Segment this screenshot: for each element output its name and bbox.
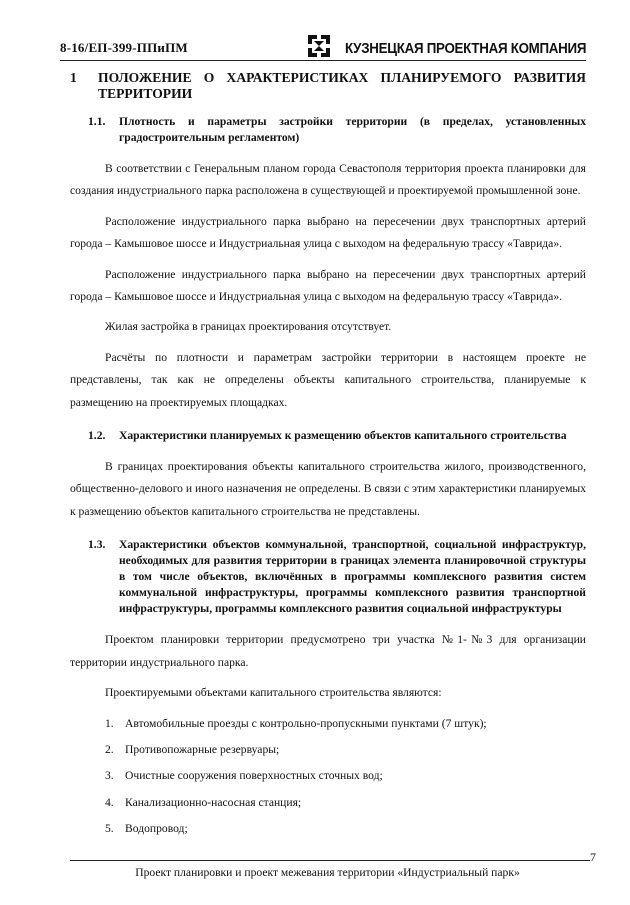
- list-item: 5. Водопровод;: [105, 822, 188, 836]
- object-list: [70, 713, 586, 841]
- subsection-heading-1-1: [70, 114, 586, 146]
- paragraph: Расположение индустриального парка выбрано на пересечении двух транспортных артерий города – Камышовое шоссе и Индустриальная улица с выходом на федеральную трассу «Таврида».: [70, 214, 586, 251]
- page-number: 7: [590, 850, 596, 864]
- paragraph: В соответствии с Генеральным планом города Севастополя территория проекта планировки для создания индустриального парка расположена в существующей и проектируемой промышленной зоне.: [70, 162, 586, 198]
- paragraph: Расположение индустриального парка выбрано на пересечении двух транспортных артерий города – Камышовое шоссе и Индустриальная улица с выходом на федеральную трассу «Таврида».: [70, 267, 586, 304]
- paragraph: Расчёты по плотности и параметрам застройки территории в настоящем проекте не представлены, так как не определены объекты капитального строительства, планируемые к размещению на проектируемых площадках.: [70, 350, 586, 409]
- list-item: 4. Канализационно-насосная станция;: [105, 795, 302, 809]
- list-item: 1. Автомобильные проезды с контрольно-пропускными пунктами (7 штук);: [105, 716, 487, 730]
- company-name: КУЗНЕЦКАЯ ПРОЕКТНАЯ КОМПАНИЯ: [344, 41, 586, 57]
- section-number: 1: [70, 70, 77, 85]
- subsection-number: 1.1.: [88, 115, 106, 128]
- subsection-heading-1-3: [70, 537, 586, 617]
- company-logo-icon: [308, 35, 330, 57]
- footer-divider: [70, 860, 590, 861]
- page-header: [60, 26, 586, 61]
- list-item: 2. Противопожарные резервуары;: [105, 742, 280, 756]
- paragraph: В границах проектирования объекты капитального строительства жилого, производственного, общественно-делового и иного назначения не определены. В связи с этим характеристики планируемых к размещению объектов капитального строительства не представлены.: [70, 460, 586, 518]
- subsection-number: 1.3.: [88, 538, 106, 552]
- paragraph: Проектом планировки территории предусмотрено три участка №1-№3 для организации территории индустриального парка.: [70, 633, 586, 669]
- paragraph: Проектируемыми объектами капитального строительства являются:: [105, 686, 442, 700]
- section-heading: [70, 70, 586, 102]
- document-code: 8-16/ЕП-399-ППиПМ: [60, 40, 188, 55]
- footer-title: Проект планировки и проект межевания территории «Индустриальный парк»: [135, 866, 520, 879]
- document-body: [70, 70, 586, 841]
- subsection-heading-1-2: [70, 428, 586, 444]
- section-title: ПОЛОЖЕНИЕ О ХАРАКТЕРИСТИКАХ ПЛАНИРУЕМОГО РАЗВИТИЯ ТЕРРИТОРИИ: [98, 70, 586, 101]
- subsection-title: Характеристики планируемых к размещению объектов капитального строительства: [119, 429, 567, 443]
- subsection-title: Характеристики объектов коммунальной, транспортной, социальной инфраструктур, необходимых для развития территории в границах элемента планировочной структуры в том числе объектов, включённых в программы комплексного развития систем коммунальной инфраструктуры, программы комплексного развития транспортной инфраструктуры, программы комплексного развития социальной инфраструктуры: [119, 538, 586, 616]
- paragraph: Жилая застройка в границах проектирования отсутствует.: [105, 320, 392, 334]
- subsection-number: 1.2.: [88, 429, 106, 443]
- list-item: 3. Очистные сооружения поверхностных сточных вод;: [105, 769, 383, 783]
- subsection-title: Плотность и параметры застройки территории (в пределах, установленных градостроительным регламентом): [119, 115, 586, 144]
